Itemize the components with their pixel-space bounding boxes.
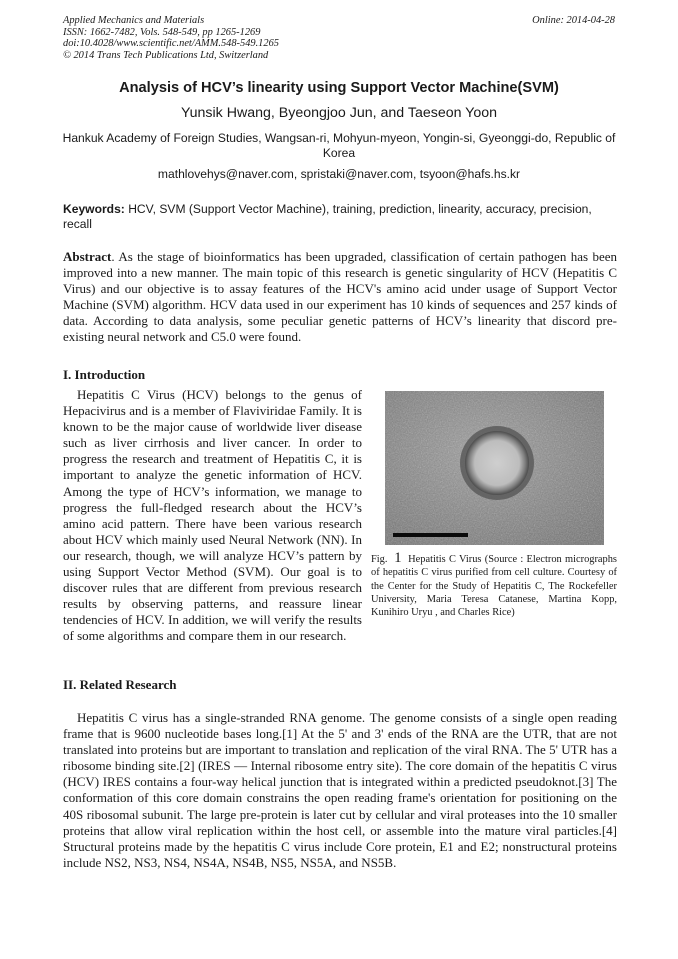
figure-number: 1 bbox=[394, 550, 402, 566]
micrograph-image bbox=[385, 391, 604, 545]
figure-label: Fig. bbox=[371, 554, 388, 565]
keywords bbox=[63, 202, 619, 231]
figure-caption-text: Hepatitis C Virus (Source : Electron micrographs of hepatitis C virus purified from cell culture. Courtesy of the Center for the Study of Hepatitis C, The Rockefeller University, Maria Teresa Catanese, Martina Kopp, Kunihiro Uryu , and Charles Rice) bbox=[371, 554, 617, 619]
journal-name: Applied Mechanics and Materials bbox=[63, 15, 205, 26]
journal-header bbox=[63, 15, 279, 61]
introduction-heading: I. Introduction bbox=[63, 367, 146, 382]
copyright-line: © 2014 Trans Tech Publications Ltd, Switzerland bbox=[63, 49, 269, 61]
abstract-label: Abstract bbox=[63, 249, 112, 264]
keywords-text: HCV, SVM (Support Vector Machine), training, prediction, linearity, accuracy, precision, recall bbox=[63, 202, 592, 231]
keywords-label: Keywords: bbox=[63, 202, 125, 216]
doi-line: doi:10.4028/www.scientific.net/AMM.548-549.1265 bbox=[63, 38, 279, 50]
introduction-text: Hepatitis C Virus (HCV) belongs to the genus of Hepacivirus and is a member of Flaviviridae Family. It is known to be the major cause of worldwide liver disease such as liver cirrhosis and liver cancer. In order to progress the research and treatment of Hepatitis C, it is important to analyze the genetic information of HCV. Among the type of HCV’s information, we manage to progress the full-fledged research about the HCV’s amino acid pattern. There have been various research about HCV which mainly used Neural Network (NN). In our research, though, we will analyze HCV’s pattern by using Support Vector Method (SVM). Our goal is to discover rules that are different from previous research results by observing patterns, and reassure linear tendencies of HCV. In addition, we will verify the results of some algorithms and compare them in our research. bbox=[63, 387, 362, 644]
authors: Yunsik Hwang, Byeongjoo Jun, and Taeseon Yoon bbox=[180, 105, 498, 121]
affiliation: Hankuk Academy of Foreign Studies, Wangsan-ri, Mohyun-myeon, Yongin-si, Gyeonggi-do, Republic of Korea bbox=[62, 131, 616, 160]
paper-title: Analysis of HCV’s linearity using Support Vector Machine(SVM) bbox=[119, 80, 559, 96]
online-date: Online: 2014-04-28 bbox=[532, 15, 615, 26]
figure-caption bbox=[371, 552, 617, 619]
related-research-text: Hepatitis C virus has a single-stranded RNA genome. The genome consists of a single open reading frame that is 9600 nucleotide bases long.[1] At the 5' and 3' ends of the RNA are the UTR, that are not translated into proteins but are important to translation and replication of the viral RNA. The 5' UTR has a ribosome binding site.[2] (IRES — Internal ribosome entry site). The core domain of the hepatitis C virus (HCV) IRES contains a four-way helical junction that is integrated within a predicted pseudoknot.[3] The conformation of this core domain constrains the open reading frame's orientation for positioning on the 40S ribosomal subunit. The large pre-protein is later cut by cellular and viral proteases into the 10 smaller proteins that allow viral replication within the host cell, or assemble into the mature viral particles.[4] Structural proteins made by the hepatitis C virus include Core protein, E1 and E2; nonstructural proteins include NS2, NS3, NS4, NS4A, NS4B, NS5, NS5A, and NS5B. bbox=[63, 710, 617, 870]
issn-line: ISSN: 1662-7482, Vols. 548-549, pp 1265-1269 bbox=[63, 26, 261, 38]
virus-micrograph bbox=[385, 391, 604, 545]
abstract bbox=[63, 249, 617, 346]
author-emails: mathlovehys@naver.com, spristaki@naver.com, tsyoon@hafs.hs.kr bbox=[157, 167, 521, 181]
related-research-heading: II. Related Research bbox=[63, 677, 177, 692]
abstract-text: . As the stage of bioinformatics has been upgraded, classification of certain pathogen has been improved into a new manner. The main topic of this research is genetic singularity of HCV (Hepatitis C Virus) and our objective is to assay features of the HCV's amino acid under usage of Support Vector Machine (SVM) algorithm. HCV data used in our experiment has 10 kinds of sequences and 257 kinds of data. According to data analysis, some peculiar genetic patterns of HCV’s linearity that discord pre-existing neural network and C5.0 were found. bbox=[63, 249, 617, 345]
